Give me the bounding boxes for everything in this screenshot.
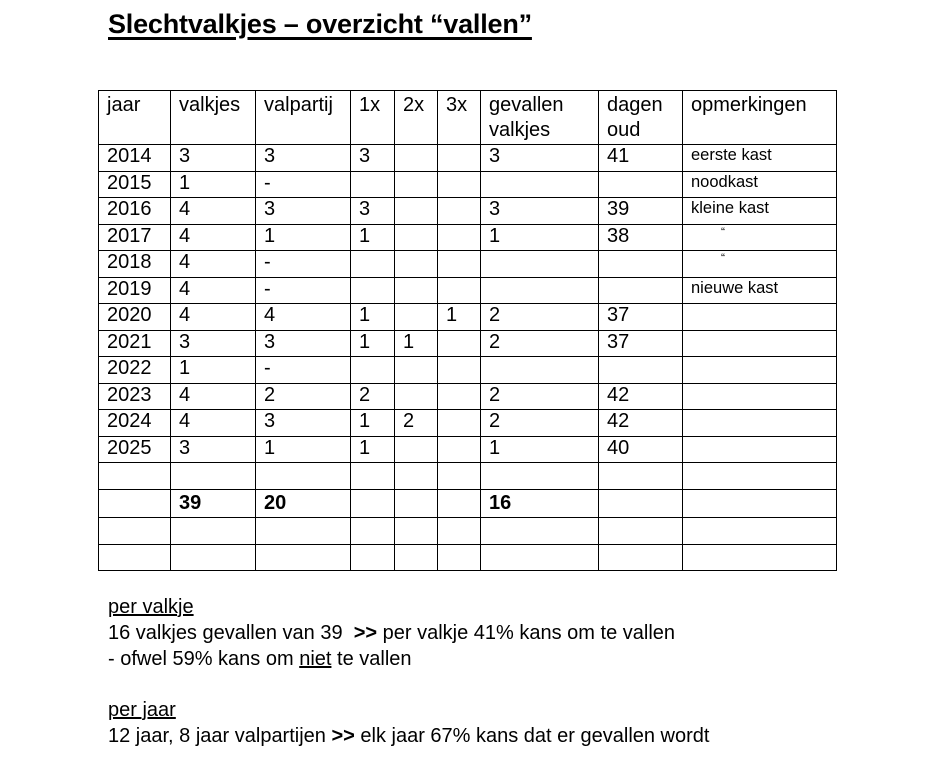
cell-dagen: [599, 251, 683, 278]
cell-valkjes: 4: [171, 198, 256, 225]
cell-gevallen: [481, 518, 599, 545]
cell-valkjes: 1: [171, 357, 256, 384]
cell-opmerkingen: [683, 330, 837, 357]
cell-3x: [438, 489, 481, 518]
cell-gevallen: 2: [481, 330, 599, 357]
cell-valpartij: 2: [256, 383, 351, 410]
cell-valpartij: -: [256, 171, 351, 198]
table-row: [99, 383, 837, 410]
per-valkje-line-2: [108, 646, 709, 672]
emphasis-niet: niet: [299, 648, 332, 670]
cell-1x: 3: [351, 198, 395, 225]
cell-valkjes: 4: [171, 383, 256, 410]
cell-opmerkingen: kleine kast: [683, 198, 837, 225]
table-row: [99, 224, 837, 251]
cell-jaar: 2024: [99, 410, 171, 437]
cell-2x: [395, 463, 438, 490]
cell-gevallen: 2: [481, 383, 599, 410]
cell-valpartij: -: [256, 357, 351, 384]
header-jaar: jaar: [99, 91, 171, 145]
total-valpartij: 20: [256, 489, 351, 518]
cell-opmerkingen: [683, 436, 837, 463]
cell-2x: [395, 544, 438, 571]
cell-valpartij: 3: [256, 410, 351, 437]
cell-1x: 1: [351, 330, 395, 357]
cell-valkjes: [171, 518, 256, 545]
cell-3x: [438, 518, 481, 545]
cell-valpartij: [256, 544, 351, 571]
cell-jaar: 2014: [99, 145, 171, 172]
cell-valpartij: [256, 518, 351, 545]
cell-gevallen: 3: [481, 198, 599, 225]
cell-opmerkingen: [683, 489, 837, 518]
cell-valpartij: -: [256, 277, 351, 304]
cell-1x: [351, 357, 395, 384]
spacer: [108, 672, 709, 697]
cell-gevallen: [481, 544, 599, 571]
notes-section: [108, 594, 709, 749]
table-row: [99, 304, 837, 331]
header-1x: 1x: [351, 91, 395, 145]
table-row: [99, 330, 837, 357]
table-row: [99, 277, 837, 304]
cell-dagen: [599, 171, 683, 198]
cell-opmerkingen: [683, 410, 837, 437]
cell-3x: [438, 383, 481, 410]
cell-2x: [395, 518, 438, 545]
cell-2x: [395, 145, 438, 172]
per-jaar-heading: per jaar: [108, 699, 176, 721]
cell-dagen: [599, 277, 683, 304]
cell-opmerkingen: “: [683, 251, 837, 278]
total-valkjes: 39: [171, 489, 256, 518]
cell-valpartij: 3: [256, 145, 351, 172]
cell-3x: [438, 463, 481, 490]
header-valkjes: valkjes: [171, 91, 256, 145]
cell-dagen: [599, 463, 683, 490]
cell-jaar: [99, 544, 171, 571]
header-dagen-oud: dagen oud: [599, 91, 683, 145]
cell-valkjes: 4: [171, 410, 256, 437]
header-3x: 3x: [438, 91, 481, 145]
cell-dagen: 39: [599, 198, 683, 225]
cell-jaar: 2018: [99, 251, 171, 278]
cell-gevallen: [481, 463, 599, 490]
cell-1x: 3: [351, 145, 395, 172]
cell-2x: [395, 383, 438, 410]
cell-3x: [438, 251, 481, 278]
cell-valpartij: [256, 463, 351, 490]
arrow-marker: >>: [353, 622, 378, 644]
falls-overview-table: [98, 90, 837, 571]
cell-valkjes: 4: [171, 224, 256, 251]
cell-opmerkingen: [683, 304, 837, 331]
cell-2x: [395, 224, 438, 251]
cell-gevallen: [481, 277, 599, 304]
cell-opmerkingen: [683, 383, 837, 410]
text: per valkje 41% kans om te vallen: [377, 622, 676, 644]
cell-1x: 1: [351, 436, 395, 463]
cell-valpartij: 3: [256, 330, 351, 357]
cell-valkjes: 3: [171, 436, 256, 463]
table-row-empty: [99, 544, 837, 571]
table-row: [99, 410, 837, 437]
cell-gevallen: [481, 171, 599, 198]
cell-jaar: 2021: [99, 330, 171, 357]
arrow-marker: >>: [331, 725, 355, 747]
table-row: [99, 198, 837, 225]
cell-1x: [351, 489, 395, 518]
table-row-empty: [99, 463, 837, 490]
cell-valpartij: 1: [256, 224, 351, 251]
document-title: Slechtvalkjes – overzicht “vallen”: [108, 9, 532, 39]
table-header-row: [99, 91, 837, 145]
cell-3x: 1: [438, 304, 481, 331]
cell-dagen: [599, 489, 683, 518]
cell-2x: 2: [395, 410, 438, 437]
cell-jaar: 2015: [99, 171, 171, 198]
cell-opmerkingen: [683, 463, 837, 490]
cell-1x: [351, 171, 395, 198]
cell-gevallen: [481, 251, 599, 278]
cell-gevallen: 1: [481, 224, 599, 251]
cell-2x: [395, 198, 438, 225]
cell-3x: [438, 145, 481, 172]
cell-jaar: 2022: [99, 357, 171, 384]
cell-jaar: 2025: [99, 436, 171, 463]
cell-3x: [438, 436, 481, 463]
cell-valkjes: 4: [171, 277, 256, 304]
cell-valkjes: 4: [171, 304, 256, 331]
cell-2x: [395, 171, 438, 198]
cell-jaar: [99, 489, 171, 518]
table-body: [99, 145, 837, 571]
text: - ofwel 59% kans om: [108, 648, 300, 670]
cell-2x: [395, 436, 438, 463]
text: 16 valkjes gevallen van 39: [108, 622, 354, 644]
table-row: [99, 357, 837, 384]
cell-gevallen: 2: [481, 410, 599, 437]
cell-dagen: 42: [599, 410, 683, 437]
cell-gevallen: [481, 357, 599, 384]
cell-valkjes: [171, 544, 256, 571]
cell-1x: 1: [351, 410, 395, 437]
cell-1x: [351, 518, 395, 545]
table-row: [99, 436, 837, 463]
cell-dagen: 40: [599, 436, 683, 463]
per-valkje-heading: per valkje: [108, 596, 194, 618]
table-row-totals: [99, 489, 837, 518]
cell-opmerkingen: noodkast: [683, 171, 837, 198]
cell-dagen: 37: [599, 330, 683, 357]
cell-1x: 1: [351, 304, 395, 331]
cell-jaar: [99, 463, 171, 490]
cell-dagen: 38: [599, 224, 683, 251]
cell-3x: [438, 224, 481, 251]
table-row-empty: [99, 518, 837, 545]
cell-jaar: 2017: [99, 224, 171, 251]
cell-1x: [351, 463, 395, 490]
per-valkje-line-1: [108, 620, 709, 646]
cell-3x: [438, 277, 481, 304]
cell-opmerkingen: eerste kast: [683, 145, 837, 172]
cell-valkjes: 1: [171, 171, 256, 198]
per-jaar-line-1: [108, 723, 709, 749]
cell-valpartij: 1: [256, 436, 351, 463]
cell-2x: [395, 357, 438, 384]
header-gevallen-valkjes: gevallen valkjes: [481, 91, 599, 145]
header-valpartij: valpartij: [256, 91, 351, 145]
cell-opmerkingen: nieuwe kast: [683, 277, 837, 304]
cell-valpartij: 4: [256, 304, 351, 331]
header-opmerkingen: opmerkingen: [683, 91, 837, 145]
cell-1x: 2: [351, 383, 395, 410]
cell-jaar: 2019: [99, 277, 171, 304]
table-row: [99, 251, 837, 278]
cell-dagen: [599, 518, 683, 545]
cell-jaar: 2016: [99, 198, 171, 225]
cell-jaar: 2020: [99, 304, 171, 331]
cell-valpartij: 3: [256, 198, 351, 225]
total-gevallen: 16: [481, 489, 599, 518]
cell-2x: [395, 304, 438, 331]
cell-2x: 1: [395, 330, 438, 357]
cell-1x: [351, 544, 395, 571]
table-row: [99, 145, 837, 172]
text: 12 jaar, 8 jaar valpartijen: [108, 725, 332, 747]
cell-3x: [438, 357, 481, 384]
cell-dagen: [599, 544, 683, 571]
cell-3x: [438, 171, 481, 198]
cell-1x: [351, 277, 395, 304]
cell-dagen: 42: [599, 383, 683, 410]
table-row: [99, 171, 837, 198]
cell-dagen: 41: [599, 145, 683, 172]
header-2x: 2x: [395, 91, 438, 145]
cell-dagen: [599, 357, 683, 384]
cell-valpartij: -: [256, 251, 351, 278]
cell-opmerkingen: [683, 544, 837, 571]
cell-jaar: [99, 518, 171, 545]
cell-valkjes: 4: [171, 251, 256, 278]
cell-valkjes: 3: [171, 145, 256, 172]
cell-opmerkingen: [683, 357, 837, 384]
text: te vallen: [331, 648, 412, 670]
cell-gevallen: 1: [481, 436, 599, 463]
cell-opmerkingen: “: [683, 224, 837, 251]
cell-2x: [395, 489, 438, 518]
cell-gevallen: 2: [481, 304, 599, 331]
cell-dagen: 37: [599, 304, 683, 331]
cell-valkjes: [171, 463, 256, 490]
cell-1x: [351, 251, 395, 278]
cell-gevallen: 3: [481, 145, 599, 172]
cell-2x: [395, 277, 438, 304]
text: elk jaar 67% kans dat er gevallen wordt: [354, 725, 710, 747]
cell-3x: [438, 330, 481, 357]
cell-1x: 1: [351, 224, 395, 251]
cell-2x: [395, 251, 438, 278]
cell-jaar: 2023: [99, 383, 171, 410]
cell-opmerkingen: [683, 518, 837, 545]
cell-valkjes: 3: [171, 330, 256, 357]
cell-3x: [438, 410, 481, 437]
cell-3x: [438, 544, 481, 571]
cell-3x: [438, 198, 481, 225]
